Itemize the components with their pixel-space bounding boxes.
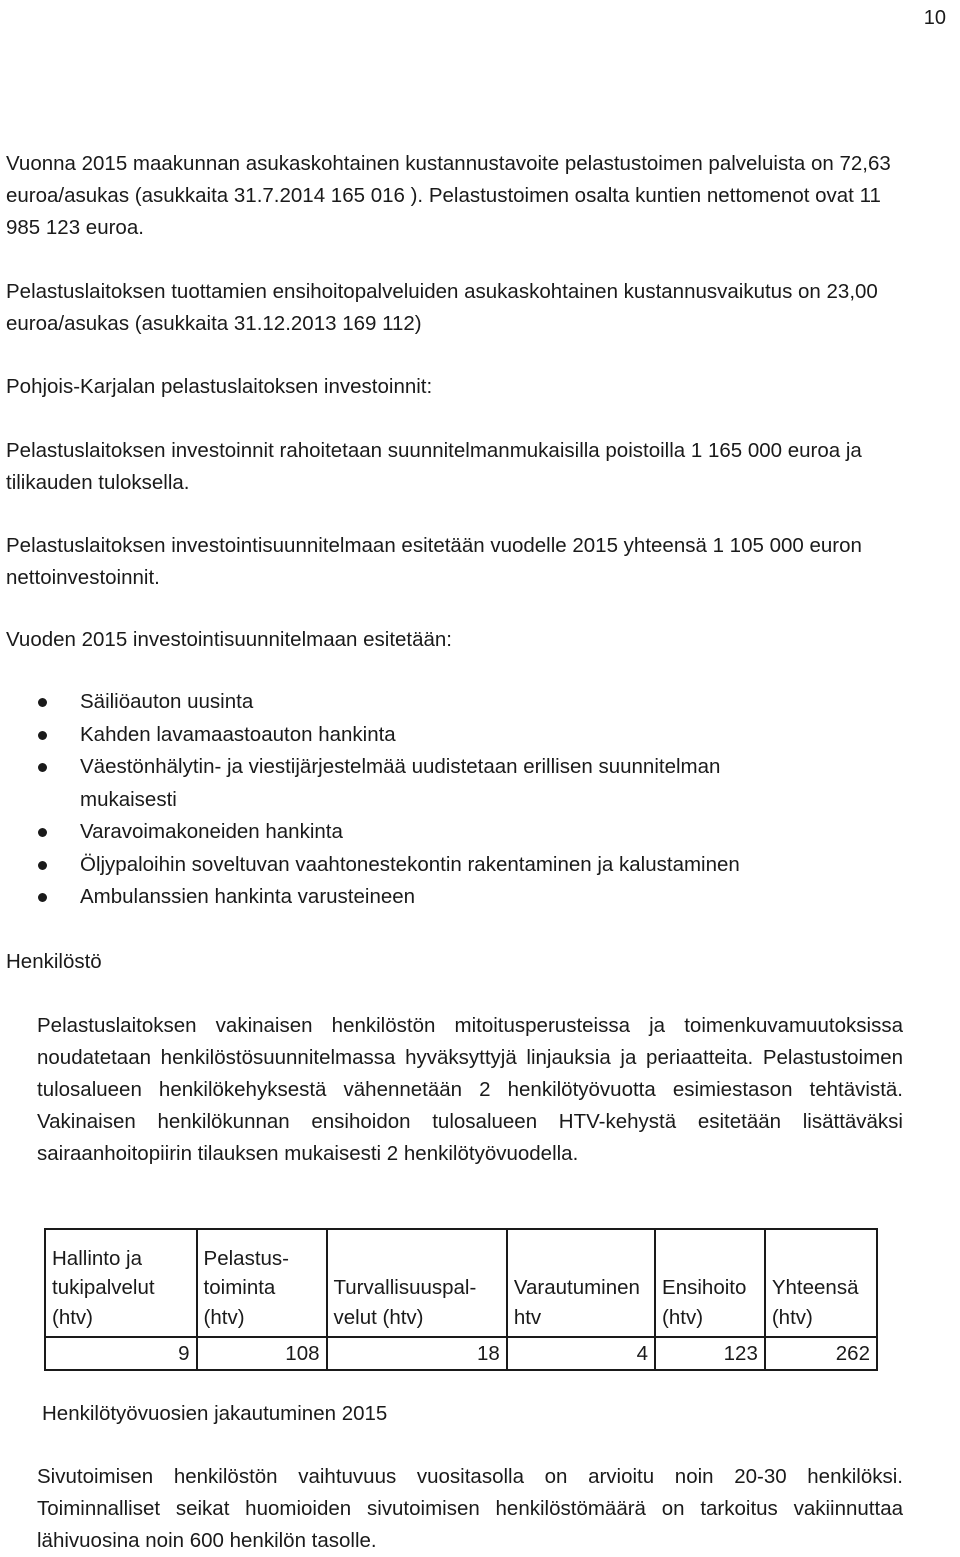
table-header: Hallinto ja tukipalvelut (htv) [45,1229,197,1337]
bullet-icon [38,861,47,870]
table-cell: 108 [197,1337,327,1370]
table-header: Yhteensä (htv) [765,1229,877,1337]
investment-plan-intro: Vuoden 2015 investointisuunnitelmaan esitetään: [6,628,453,651]
table-header: Pelastus- toiminta (htv) [197,1229,327,1337]
investment-financing-paragraph: Pelastuslaitoksen investoinnit rahoitetaan suunnitelmanmukaisilla poistoilla 1 165 000 euroa ja tilikauden tuloksella. [6,439,862,494]
page-number: 10 [923,7,946,29]
list-item: Säiliöauton uusinta [0,686,900,719]
table-header: Varautuminen htv [507,1229,655,1337]
staff-table [44,1228,878,1371]
table-cell: 18 [327,1337,507,1370]
list-item: Varavoimakoneiden hankinta [0,816,900,849]
table-cell: 9 [45,1337,197,1370]
bullet-icon [38,763,47,772]
ambulance-cost-paragraph: Pelastuslaitoksen tuottamien ensihoitopalveluiden asukaskohtainen kustannusvaikutus on 23,00 euroa/asukas (asukkaita 31.12.2013 169 112) [6,280,878,335]
investment-list [0,686,900,914]
table-header-row [45,1229,877,1337]
table-cell: 123 [655,1337,765,1370]
list-item: Kahden lavamaastoauton hankinta [0,719,900,752]
investment-plan-paragraph: Pelastuslaitoksen investointisuunnitelmaan esitetään vuodelle 2015 yhteensä 1 105 000 euron nettoinvestoinnit. [6,534,862,589]
table-header: Ensihoito (htv) [655,1229,765,1337]
list-item: Öljypaloihin soveltuvan vaahtonestekontin rakentaminen ja kalustaminen [0,849,900,882]
bullet-icon [38,893,47,902]
table-cell: 4 [507,1337,655,1370]
part-time-paragraph: Sivutoimisen henkilöstön vaihtuvuus vuositasolla on arvioitu noin 20-30 henkilöksi. Toiminnalliset seikat huomioiden sivutoimisen henkilöstömäärä on tarkoitus vakiinnuttaa lähivuosina noin 600 henkilön tasolle. [37,1465,903,1552]
staff-heading: Henkilöstö [6,950,102,973]
table-header: Turvallisuuspal- velut (htv) [327,1229,507,1337]
investments-intro: Pohjois-Karjalan pelastuslaitoksen investoinnit: [6,375,433,398]
list-item: Väestönhälytin- ja viestijärjestelmää uudistetaan erillisen suunnitelman mukaisesti [0,751,900,816]
list-item: Ambulanssien hankinta varusteineen [0,881,900,914]
staff-paragraph: Pelastuslaitoksen vakinaisen henkilöstön mitoitusperusteissa ja toimenkuvamuutoksissa noudatetaan henkilöstösuunnitelmassa hyväksyttyjä linjauksia ja periaatteita. Pelastustoimen tulosalueen henkilökehyksestä vähennetään 2 henkilötyövuotta esimiestason tehtävistä. Vakinaisen henkilökunnan ensihoidon tulosalueen HTV-kehystä esitetään lisättäväksi sairaanhoitopiirin tilauksen mukaisesti 2 henkilötyövuodella. [37,1014,903,1165]
bullet-icon [38,731,47,740]
table-row [45,1337,877,1370]
bullet-icon [38,828,47,837]
table-cell: 262 [765,1337,877,1370]
bullet-icon [38,698,47,707]
cost-target-paragraph: Vuonna 2015 maakunnan asukaskohtainen kustannustavoite pelastustoimen palveluista on 72,63 euroa/asukas (asukkaita 31.7.2014 165 016 ). Pelastustoimen osalta kuntien nettomenot ovat 11 985 123 euroa. [6,152,891,239]
table-caption: Henkilötyövuosien jakautuminen 2015 [42,1402,388,1425]
